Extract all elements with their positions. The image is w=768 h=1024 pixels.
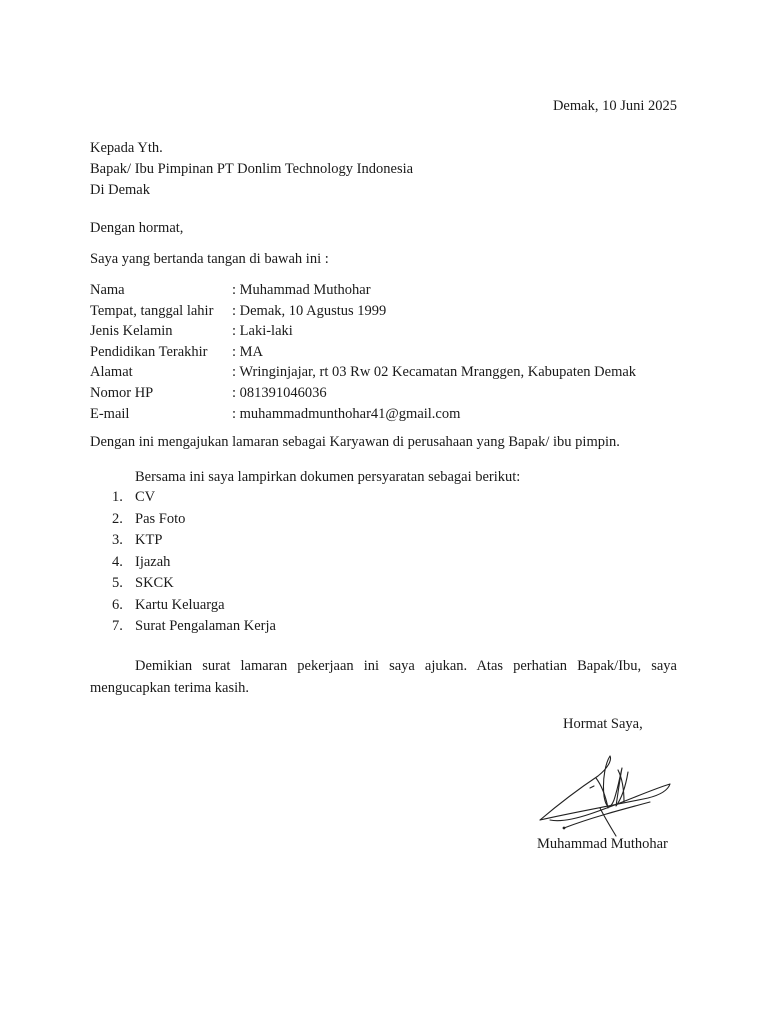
identity-label: Nomor HP xyxy=(90,384,154,401)
identity-table xyxy=(90,280,636,424)
identity-value: : 081391046036 xyxy=(232,384,327,401)
closing-paragraph: Demikian surat lamaran pekerjaan ini saya ajukan. Atas perhatian Bapak/Ibu, saya mengucapkan terima kasih. xyxy=(90,658,677,696)
list-label: Ijazah xyxy=(135,553,171,570)
identity-value: : Laki-laki xyxy=(232,323,293,340)
list-number: 3. xyxy=(112,532,123,548)
letter-date: Demak, 10 Juni 2025 xyxy=(552,98,677,114)
identity-label: Tempat, tanggal lahir xyxy=(90,302,214,319)
identity-row xyxy=(90,362,636,383)
attachments-list xyxy=(90,487,276,638)
list-number: 7. xyxy=(112,618,123,634)
identity-label: Nama xyxy=(90,282,125,298)
recipient-line: Kepada Yth. xyxy=(90,140,163,156)
closing-salutation: Hormat Saya, xyxy=(563,716,643,732)
identity-value: : Demak, 10 Agustus 1999 xyxy=(232,302,387,319)
identity-row xyxy=(90,301,636,322)
identity-value: : MA xyxy=(232,343,264,360)
signer-name: Muhammad Muthohar xyxy=(537,836,668,852)
identity-row xyxy=(90,280,636,301)
list-label: SKCK xyxy=(135,575,174,591)
application-statement: Dengan ini mengajukan lamaran sebagai Karyawan di perusahaan yang Bapak/ ibu pimpin. xyxy=(90,434,620,450)
list-item xyxy=(90,552,276,574)
intro-text: Saya yang bertanda tangan di bawah ini : xyxy=(90,251,329,267)
list-number: 6. xyxy=(112,596,123,613)
list-label: Kartu Keluarga xyxy=(135,596,225,613)
identity-row xyxy=(90,321,636,342)
identity-row xyxy=(90,383,636,404)
identity-value: : Wringinjajar, rt 03 Rw 02 Kecamatan Mranggen, Kabupaten Demak xyxy=(232,364,637,381)
identity-label: E-mail xyxy=(90,405,130,422)
list-number: 1. xyxy=(112,489,123,505)
recipient-line: Di Demak xyxy=(90,182,150,198)
list-number: 5. xyxy=(112,575,123,591)
list-label: Pas Foto xyxy=(135,510,186,527)
identity-value: : Muhammad Muthohar xyxy=(232,282,371,298)
list-item xyxy=(90,509,276,531)
attachments-intro: Bersama ini saya lampirkan dokumen persyaratan sebagai berikut: xyxy=(135,469,521,485)
list-label: Surat Pengalaman Kerja xyxy=(135,618,276,634)
identity-label: Pendidikan Terakhir xyxy=(90,343,208,360)
list-item xyxy=(90,616,276,638)
list-item xyxy=(90,530,276,552)
list-item xyxy=(90,487,276,509)
recipient-block xyxy=(90,138,413,201)
list-number: 4. xyxy=(112,553,123,570)
list-item xyxy=(90,595,276,617)
list-label: KTP xyxy=(135,532,163,548)
recipient-line: Bapak/ Ibu Pimpinan PT Donlim Technology Indonesia xyxy=(90,161,414,177)
handwritten-signature xyxy=(530,748,680,843)
identity-value: : muhammadmunthohar41@gmail.com xyxy=(232,405,461,422)
greeting: Dengan hormat, xyxy=(90,220,184,236)
list-label: CV xyxy=(135,489,156,505)
list-number: 2. xyxy=(112,510,123,527)
identity-label: Alamat xyxy=(90,364,133,381)
identity-label: Jenis Kelamin xyxy=(90,323,173,340)
identity-row xyxy=(90,342,636,363)
identity-row xyxy=(90,404,636,425)
list-item xyxy=(90,573,276,595)
